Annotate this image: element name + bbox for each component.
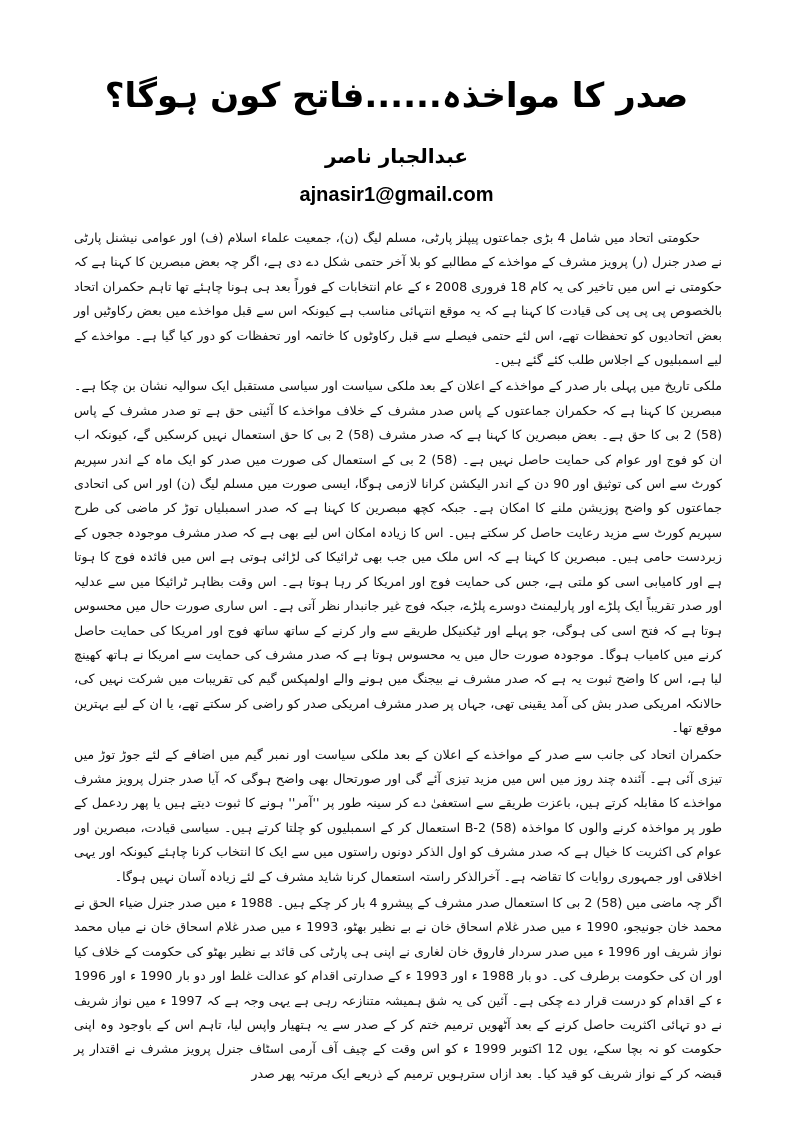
paragraph: حکومتی اتحاد میں شامل 4 بڑی جماعتوں پیپلز پارٹی، مسلم لیگ (ن)، جمعیت علماء اسلام (ف) اور عوامی نیشنل پارٹی نے صدر جنرل (ر) پرویز مشرف کے مواخذے کے مطالبے کو بلا آخر حتمی شکل دے دی ہے، اگر چہ بعض مبصرین کا کہنا ہے کہ حکومتی نے اس میں تاخیر کی یہ کام 18 فروری 2008 ء کے عام انتخابات کے فوراً بعد ہی ہونا چاہئے تھا تاہم حکمران اتحاد بالخصوص پی پی پی کی قیادت کا کہنا ہے کہ یہ موقع انتہائی مناسب ہے کیونکہ اس سے قبل مواخذے میں بعض رکاوٹیں اور بعض اتحادیوں کو تحفظات تھے، اس لئے حتمی فیصلے سے قبل رکاوٹوں کا خاتمہ اور تحفظات کو دور کیا گیا ہے۔ مواخذے کے لیے اسمبلیوں کے اجلاس طلب کئے گئے ہیں۔ — [74, 230, 722, 368]
paragraph: اگر چہ ماضی میں (58) 2 بی کا استعمال صدر مشرف کے پیشرو 4 بار کر چکے ہیں۔ 1988 ء میں صدر جنرل ضیاء الحق نے محمد خان جونیجو، 1990 ء میں صدر غلام اسحاق خان نے بے نظیر بھٹو، 1993 ء میں صدر غلام اسحاق خان نے میاں محمد نواز شریف اور 1996 ء میں صدر سردار فاروق خان لغاری نے اپنی ہی پارٹی کی قائد بے نظیر بھٹو کی حکومت کے خلاف کیا اور ان کی حکومت برطرف کی۔ دو بار 1988 ء اور 1993 ء کے صدارتی اقدام کو عدالت غلط اور دو بار 1990 ء اور 1996 ء کے اقدام کو درست قرار دے چکی ہے۔ آئین کی یہ شق ہمیشہ متنازعہ رہی ہے یہی وجہ ہے کہ 1997 ء میں نواز شریف نے دو تہائی اکثریت حاصل کرنے کے بعد آٹھویں ترمیم ختم کر کے صدر سے یہ ہتھیار واپس لیا، تاہم اس کے باوجود وہ اپنی حکومت کو نہ بچا سکے، یوں 12 اکتوبر 1999 ء کو اس وقت کے چیف آف آرمی اسٹاف جنرل پرویز مشرف نے اقتدار پر قبضہ کر کے نواز شریف کو قید کیا۔ بعد ازاں سترہویں ترمیم کے ذریعے ایک مرتبہ پھر صدر — [74, 894, 723, 1081]
article-body — [74, 226, 722, 1088]
paragraph: ملکی تاریخ میں پہلی بار صدر کے مواخذے کے اعلان کے بعد ملکی سیاست اور سیاسی مستقبل ایک سوالیہ نشان بن چکا ہے۔ مبصرین کا کہنا ہے کہ حکمران جماعتوں کے پاس صدر مشرف کے خلاف مواخذے کا آئینی حق ہے تو صدر مشرف کے پاس (58) 2 بی کا حق ہے۔ بعض مبصرین کا کہنا ہے کہ صدر مشرف (58) 2 بی کا حق استعمال نہیں کرسکیں گے، کیونکہ اب ان کو فوج اور عوام کی حمایت حاصل نہیں ہے۔ (58) 2 بی کے استعمال کی صورت میں صدر کو ایک ماہ کے اندر سپریم کورٹ سے اس کی توثیق اور 90 دن کے اندر الیکشن کرانا لازمی ہوگا، ایسی صورت میں مسلم لیگ (ن) اور اس کی اتحادی جماعتوں کو واضح پوزیشن ملنے کا امکان ہے۔ جبکہ کچھ مبصرین کا کہنا ہے کہ صدر اسمبلیاں توڑ کر ماضی کی طرح سپریم کورٹ سے مزید رعایت حاصل کر سکتے ہیں۔ اس کا زیادہ امکان اس لیے بھی ہے کہ صدر مشرف موجودہ ججوں کے زبردست حامی ہیں۔ مبصرین کا کہنا ہے کہ اس ملک میں جب بھی ٹرائیکا کی لڑائی ہوتی ہے اس میں فائدہ فوج کا ہوتا ہے اور کامیابی اسی کو ملتی ہے، جس کی حمایت فوج اور امریکا کر رہا ہوتا ہے۔ اس وقت بظاہر ٹرائیکا میں سے عدلیہ اور صدر تقریباً ایک پلڑے اور پارلیمنٹ دوسرے پلڑے، جبکہ فوج غیر جانبدار نظر آتی ہے۔ اس ساری صورت حال میں محسوس ہوتا ہے کہ فتح اسی کی ہوگی، جو پہلے اور ٹیکنیکل طریقے سے وار کرنے کے ساتھ ساتھ فوج اور امریکا کی حمایت حاصل کرنے میں کامیاب ہوگا۔ موجودہ صورت حال میں یہ محسوس ہوتا ہے کہ صدر مشرف کی حمایت سے امریکا نے ہاتھ کھینچ لیا ہے، اس کا واضح ثبوت یہ ہے کہ صدر مشرف نے بیجنگ میں ہونے والے اولمپکس گیم کی تقریبات میں شرکت نہیں کی، حالانکہ امریکی صدر بش کی آمد یقینی تھی، جہاں پر صدر مشرف امریکی صدر کو راضی کر سکتے تھے، یا ان کے لیے بہترین موقع تھا۔ — [74, 378, 722, 736]
article-author: عبدالجبار ناصر — [324, 144, 469, 168]
author-email: ajnasir1@gmail.com — [299, 184, 494, 206]
article-title: صدر کا مواخذہ......فاتح کون ہوگا؟ — [104, 76, 689, 116]
paragraph: حکمران اتحاد کی جانب سے صدر کے مواخذے کے اعلان کے بعد ملکی سیاست اور نمبر گیم میں اضافے کے لئے جوڑ توڑ میں تیزی آئی ہے۔ آئندہ چند روز میں اس میں مزید تیزی آئے گی اور صورتحال بھی واضح ہوگی کہ آیا صدر جنرل پرویز مشرف مواخذے کا مقابلہ کرتے ہیں، باعزت طریقے سے استعفیٰ دے کر سینہ طور پر ''آمر'' ہونے کا ثبوت دیتے ہیں یا پھر ردعمل کے طور پر مواخذہ کرنے والوں کا مواخذہ (58) B-2 استعمال کر کے اسمبلیوں کو چلتا کرتے ہیں۔ سیاسی قیادت، مبصرین اور عوام کی اکثریت کا خیال ہے کہ صدر مشرف کو اول الذکر دونوں راستوں میں سے ایک کا انتخاب کرنا چاہئے کیونکہ اور یہی اخلاقی اور جمہوری روایات کا تقاضہ ہے۔ آخرالذکر راستہ استعمال کرنا شاید مشرف کے لئے زیادہ آسان نہیں ہوگا۔ — [74, 746, 722, 884]
